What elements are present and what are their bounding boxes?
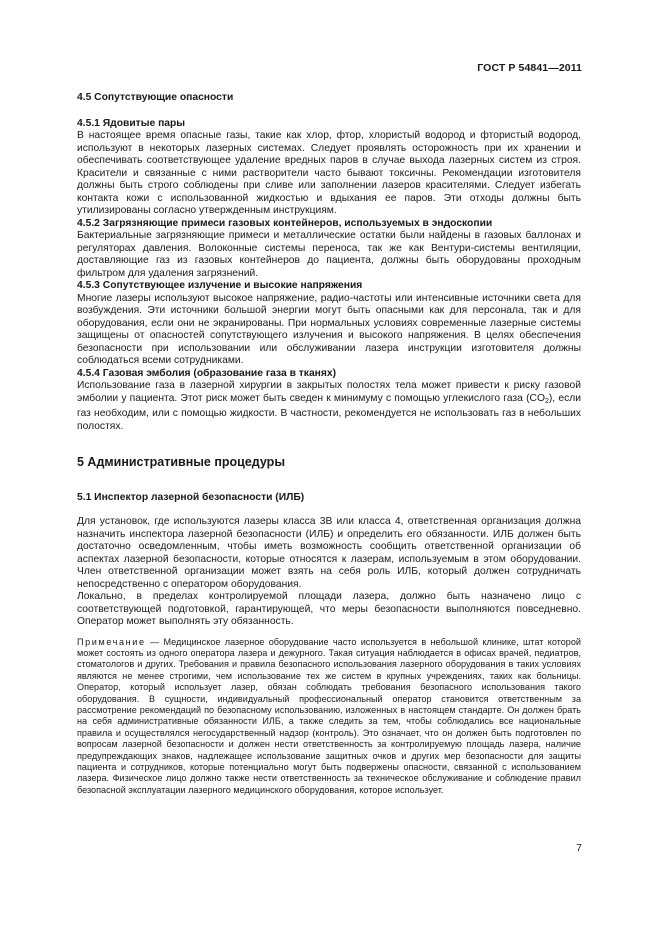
section-4-5-1-text: В настоящее время опасные газы, такие как хлор, фтор, хлористый водород и фтористый водород, используют в некоторых лазерных системах. Следует проявлять осторожность при их хранении и обеспечивать соответствующее удаление вредных паров в случае выхода лазерных систем из строя. Красители и связанные с ними растворители часто бывают токсичны. Рекомендации изготовителя должны быть строго соблюдены при сливе или заполнении лазеров красителями. Следует избегать контакта кожи с использованной жидкостью и вдыхания ее паров. Эти отходы должны быть утилизированы согласно утвержденным инструкциям. — [77, 130, 581, 216]
page-number: 7 — [576, 842, 582, 854]
section-4-5-3-text: Многие лазеры используют высокое напряжение, радио-частоты или интенсивные источники света для возбуждения. Эти источники большой энергии могут быть опасными как для персонала, так и для оборудования, если они не экранированы. При нормальных условиях современные лазерные системы защищены от опасностей сопутствующего излучения и высокого напряжения. В целях обеспечения безопасности при использовании или обслуживании лазера инструкции изготовителя должны соблюдаться всеми сотрудниками. — [77, 292, 581, 366]
section-4-5-title: 4.5 Сопутствующие опасности — [77, 92, 234, 103]
note-text: — Медицинское лазерное оборудование часто используется в небольшой клинике, штат которой может состоять из одного оператора лазера и дежурного. Такая ситуация наблюдается в офисах врачей, педиатров, стоматологов и других. Требования и правила безопасного использования лазерного оборудования в таких условиях являются не менее строгими, чем использование тех же систем в крупных учреждениях, таких как больницы. Оператор, который использует лазер, обязан соблюдать требования безопасного использования такого оборудования. В сущности, индивидуальный профессиональный оператор становится ответственным за рассмотрение рекомендаций по безопасному использованию, изложенных в настоящем стандарте. Он должен брать на себя административные обязанности ИЛБ, а также следить за тем, чтобы соблюдались все национальные правила и осуществлялся негосударственный надзор (контроль). Это означает, что он должен быть подготовлен по вопросам лазерной безопасности и должен нести ответственность за контролируемую площадь лазера, наличие предупреждающих знаков, надлежащее использование защитных очков и других мер безопасности для защиты пациента и сотрудников, которые потенциально могут быть подвержены опасности, связанной с использованием лазера. Физическое лицо должно также нести ответственность за техническое обслуживание и соблюдение правил безопасной эксплуатации лазерного медицинского оборудования, которое использует. — [77, 636, 581, 795]
section-5-1-paragraph-1: Для установок, где используются лазеры класса 3В или класса 4, ответственная организация должна назначить инспектора лазерной безопасности (ИЛБ) и определить его обязанности. ИЛБ должен быть достаточно осведомленным, чтобы иметь возможность сообщить ответственной организации об аспектах лазерной безопасности, которые относятся к лазерам, используемым в этом оборудовании. Член ответственной организации может взять на себя роль ИЛБ, который должен сотрудничать непосредственно с оператором оборудования. — [77, 516, 581, 590]
document-id: ГОСТ Р 54841—2011 — [477, 62, 582, 74]
note-label: Примечание — [77, 636, 146, 647]
section-4-5-1-title: 4.5.1 Ядовитые пары — [77, 117, 186, 129]
section-4-5-4-title: 4.5.4 Газовая эмболия (образование газа в тканях) — [77, 367, 337, 379]
note-paragraph — [77, 637, 581, 797]
section-5-1-title: 5.1 Инспектор лазерной безопасности (ИЛБ) — [77, 491, 305, 503]
section-4-5-4-text: Использование газа в лазерной хирургии в закрытых полостях тела может привести к риску газовой эмболии у пациента. Этот риск может быть сведен к минимуму с помощью углекислого газа $(CO_2)$, если газ необходим, или с помощью жидкости. В частности, рекомендуется не использовать газ в небольших полостях. — [77, 380, 581, 432]
section-4-5-3-title: 4.5.3 Сопутствующее излучение и высокие напряжения — [77, 280, 363, 291]
section-4-5-2-title: 4.5.2 Загрязняющие примеси газовых контейнеров, используемых в эндоскопии — [77, 217, 493, 229]
page-content — [77, 92, 581, 796]
section-5-1-paragraph-2: Локально, в пределах контролируемой площади лазера, должно быть назначено лицо с соответствующей подготовкой, гарантирующей, что меры безопасности выполняются повседневно. Оператор может выполнять эту обязанность. — [77, 591, 581, 627]
section-5-title: 5 Административные процедуры — [77, 455, 285, 469]
section-4-5-2-text: Бактериальные загрязняющие примеси и металлические остатки были найдены в газовых баллонах и регуляторах давления. Волоконные системы переноса, так же как Вентури-системы вентиляции, доставляющие газ из газовых контейнеров до пациента, должны быть оборудованы проходным фильтром для удаления загрязнений. — [77, 230, 581, 279]
